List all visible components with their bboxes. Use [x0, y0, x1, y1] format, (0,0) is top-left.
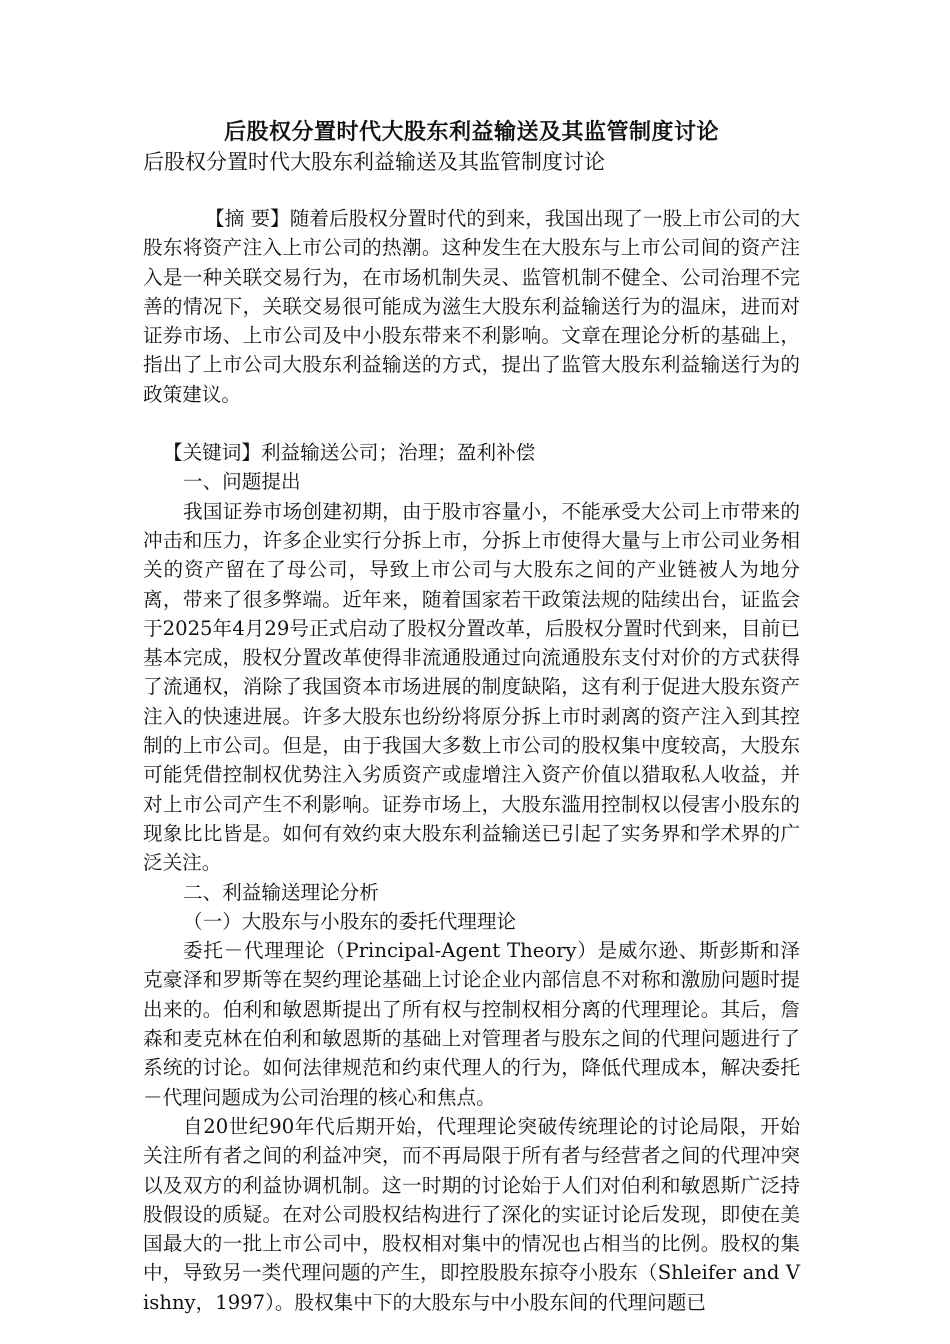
- abstract-paragraph: 【摘 要】随着后股权分置时代的到来，我国出现了一股上市公司的大股东将资产注入上市公司的热潮。这种发生在大股东与上市公司间的资产注入是一种关联交易行为，在市场机制失灵、监管机制不健全、公司治理不完善的情况下，关联交易很可能成为滋生大股东利益输送行为的温床，进而对证券市场、上市公司及中小股东带来不利影响。文章在理论分析的基础上，指出了上市公司大股东利益输送的方式，提出了监管大股东利益输送行为的政策建议。: [143, 207, 800, 406]
- document-title: 后股权分置时代大股东利益输送及其监管制度讨论: [223, 120, 719, 145]
- section-heading-1: 一、问题提出: [183, 470, 301, 494]
- body-paragraph-1: 我国证券市场创建初期，由于股市容量小，不能承受大公司上市带来的冲击和压力，许多企业实行分拆上市，分拆上市使得大量与上市公司业务相关的资产留在了母公司，导致上市公司与大股东之间的产业链被人为地分离，带来了很多弊端。近年来，随着国家若干政策法规的陆续出台，证监会于2025年4月29号正式启动了股权分置改革，后股权分置时代到来，目前已基本完成，股权分置改革使得非流通股通过向流通股东支付对价的方式获得了流通权，消除了我国资本市场进展的制度缺陷，这有利于促进大股东资产注入的快速进展。许多大股东也纷纷将原分拆上市时剥离的资产注入到其控制的上市公司。但是，由于我国大多数上市公司的股权集中度较高，大股东可能凭借控制权优势注入劣质资产或虚增注入资产价值以猎取私人收益，并对上市公司产生不利影响。证券市场上，大股东滥用控制权以侵害小股东的现象比比皆是。如何有效约束大股东利益输送已引起了实务界和学术界的广泛关注。: [143, 499, 800, 875]
- document-subtitle: 后股权分置时代大股东利益输送及其监管制度讨论: [143, 150, 605, 174]
- document-body: [143, 118, 800, 1317]
- body-paragraph-2: 委托－代理理论（Principal-Agent Theory）是威尔逊、斯彭斯和泽克豪泽和罗斯等在契约理论基础上讨论企业内部信息不对称和激励问题时提出来的。伯利和敏恩斯提出了所有权与控制权相分离的代理理论。其后，詹森和麦克林在伯利和敏恩斯的基础上对管理者与股东之间的代理问题进行了系统的讨论。如何法律规范和约束代理人的行为，降低代理成本，解决委托－代理问题成为公司治理的核心和焦点。: [143, 939, 800, 1109]
- subsection-heading-2-1: （一）大股东与小股东的委托代理理论: [183, 909, 517, 933]
- section-heading-2: 二、利益输送理论分析: [183, 880, 379, 904]
- body-paragraph-3: 自20世纪90年代后期开始，代理理论突破传统理论的讨论局限，开始关注所有者之间的利益冲突，而不再局限于所有者与经营者之间的代理冲突以及双方的利益协调机制。这一时期的讨论始于人们对伯利和敏恩斯广泛持股假设的质疑。在对公司股权结构进行了深化的实证讨论后发现，即使在美国最大的一批上市公司中，股权相对集中的情况也占相当的比例。股权的集中，导致另一类代理问题的产生，即控股股东掠夺小股东（Shleifer and Vishny，1997）。股权集中下的大股东与中小股东间的代理问题已: [143, 1114, 800, 1314]
- keywords-line: 【关键词】利益输送公司；治理；盈利补偿: [163, 441, 536, 465]
